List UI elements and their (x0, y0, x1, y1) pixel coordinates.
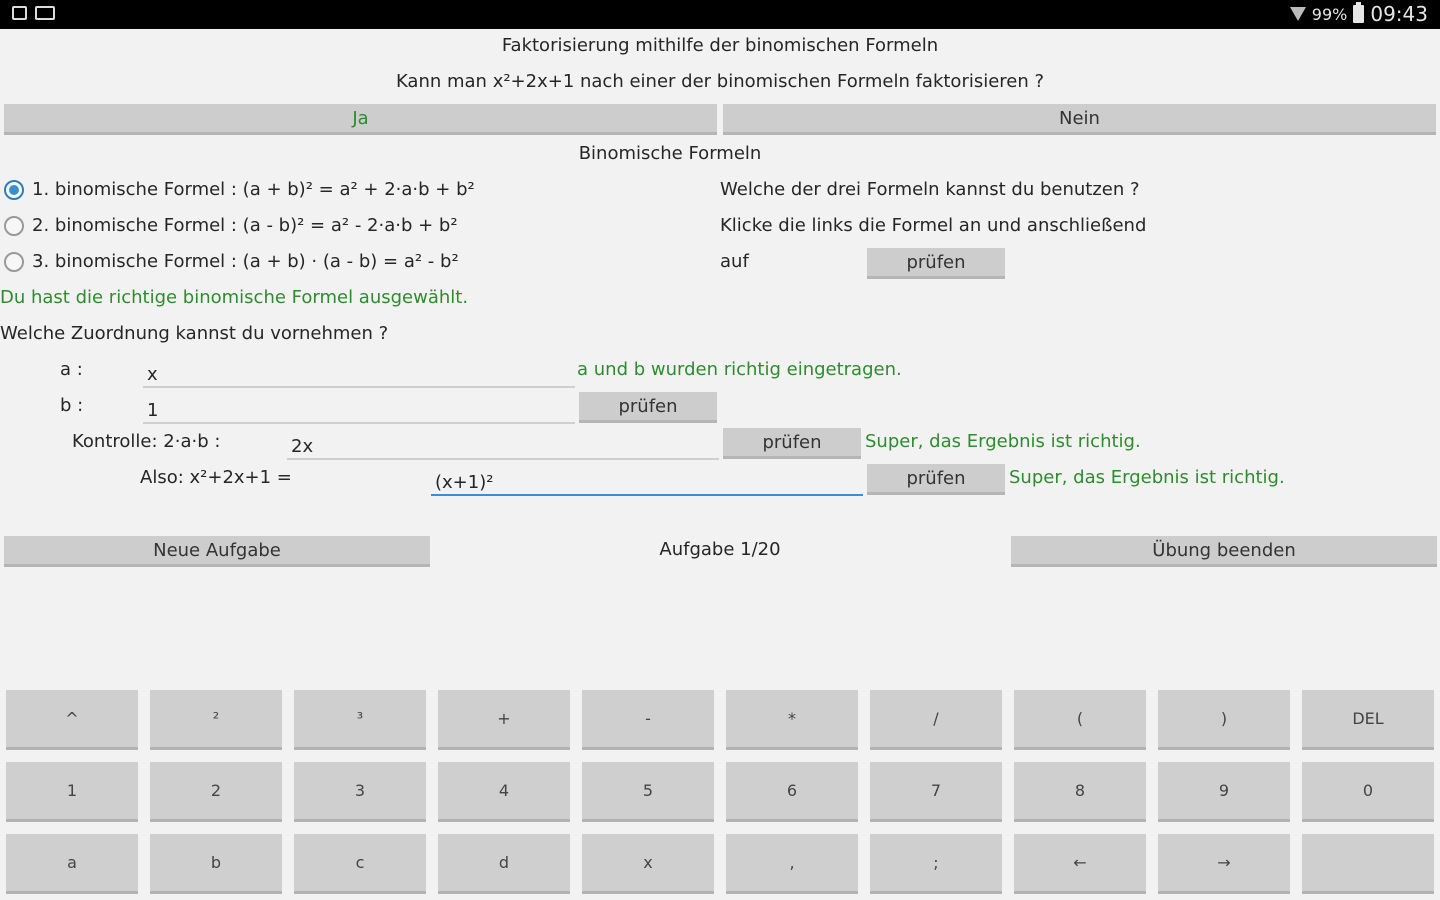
instruction-line-1: Welche der drei Formeln kannst du benutzen ? (720, 179, 1140, 200)
formula-label-1: 1. binomische Formel : (a + b)² = a² + 2·a·b + b² (32, 179, 475, 200)
page-title: Faktorisierung mithilfe der binomischen Formeln (501, 35, 939, 56)
keyboard-key[interactable]: a (6, 834, 138, 894)
assignment-question: Welche Zuordnung kannst du vornehmen ? (0, 323, 389, 344)
keyboard-key[interactable]: ( (1014, 690, 1146, 750)
keyboard-key[interactable]: b (150, 834, 282, 894)
keyboard-key[interactable]: x (582, 834, 714, 894)
gallery-icon (35, 6, 55, 20)
keyboard-key[interactable]: 6 (726, 762, 858, 822)
formula-label-3: 3. binomische Formel : (a + b) · (a - b) = a² - b² (32, 251, 459, 272)
keyboard-key[interactable]: c (294, 834, 426, 894)
radio-unchecked-icon[interactable] (4, 252, 24, 272)
yes-button[interactable]: Ja (4, 104, 717, 135)
keyboard-key[interactable]: / (870, 690, 1002, 750)
keyboard-key[interactable]: 4 (438, 762, 570, 822)
instruction-line-2: Klicke die links die Formel an und anschließend (720, 215, 1147, 236)
formula-option-2[interactable] (4, 215, 458, 236)
b-input[interactable] (143, 392, 575, 424)
formulas-heading: Binomische Formeln (578, 143, 762, 164)
formula-option-3[interactable] (4, 251, 459, 272)
battery-icon (1353, 5, 1364, 23)
keyboard-key[interactable]: d (438, 834, 570, 894)
keyboard-key[interactable]: DEL (1302, 690, 1434, 750)
keyboard-key[interactable]: ; (870, 834, 1002, 894)
clock: 09:43 (1370, 2, 1428, 26)
keyboard-key[interactable]: - (582, 690, 714, 750)
result-feedback: Super, das Ergebnis ist richtig. (1009, 467, 1285, 488)
check-result-button[interactable]: prüfen (867, 464, 1005, 495)
question-text: Kann man x²+2x+1 nach einer der binomischen Formeln faktorisieren ? (395, 71, 1045, 92)
b-label: b : (60, 395, 84, 416)
keyboard-key[interactable]: 9 (1158, 762, 1290, 822)
radio-checked-icon[interactable] (4, 180, 24, 200)
keyboard-key[interactable]: 0 (1302, 762, 1434, 822)
radio-unchecked-icon[interactable] (4, 216, 24, 236)
keyboard-key[interactable]: ³ (294, 690, 426, 750)
keyboard-key[interactable]: * (726, 690, 858, 750)
battery-percent: 99% (1311, 4, 1348, 24)
a-label: a : (60, 359, 83, 380)
keyboard-key[interactable]: + (438, 690, 570, 750)
result-label: Also: x²+2x+1 = (140, 467, 292, 488)
keyboard-key[interactable]: → (1158, 834, 1290, 894)
keyboard-key[interactable]: 3 (294, 762, 426, 822)
formula-option-1[interactable] (4, 179, 475, 200)
screenshot-icon (12, 6, 27, 20)
keyboard-key[interactable]: 8 (1014, 762, 1146, 822)
keyboard-key[interactable]: ² (150, 690, 282, 750)
control-feedback: Super, das Ergebnis ist richtig. (865, 431, 1141, 452)
control-input[interactable] (287, 428, 719, 460)
formula-label-2: 2. binomische Formel : (a - b)² = a² - 2·a·b + b² (32, 215, 458, 236)
keyboard-key[interactable]: 7 (870, 762, 1002, 822)
formula-feedback: Du hast die richtige binomische Formel ausgewählt. (0, 287, 469, 308)
keyboard-key[interactable]: 2 (150, 762, 282, 822)
keyboard-key[interactable]: ← (1014, 834, 1146, 894)
keyboard-key[interactable]: 1 (6, 762, 138, 822)
check-ab-button[interactable]: prüfen (579, 392, 717, 423)
wifi-icon (1290, 7, 1306, 21)
result-input[interactable] (431, 464, 863, 496)
keyboard-key[interactable] (1302, 834, 1434, 894)
a-input[interactable] (143, 356, 575, 388)
keyboard-key[interactable]: , (726, 834, 858, 894)
end-exercise-button[interactable]: Übung beenden (1011, 536, 1437, 567)
ab-feedback: a und b wurden richtig eingetragen. (577, 359, 902, 380)
check-control-button[interactable]: prüfen (723, 428, 861, 459)
no-button[interactable]: Nein (723, 104, 1436, 135)
keyboard-key[interactable]: ) (1158, 690, 1290, 750)
status-bar (0, 0, 1440, 29)
check-formula-button[interactable]: prüfen (867, 248, 1005, 279)
instruction-line-3: auf (720, 251, 749, 272)
new-task-button[interactable]: Neue Aufgabe (4, 536, 430, 567)
keyboard-key[interactable]: 5 (582, 762, 714, 822)
control-label: Kontrolle: 2·a·b : (72, 431, 221, 452)
keyboard-key[interactable]: ^ (6, 690, 138, 750)
task-counter: Aufgabe 1/20 (659, 539, 781, 560)
